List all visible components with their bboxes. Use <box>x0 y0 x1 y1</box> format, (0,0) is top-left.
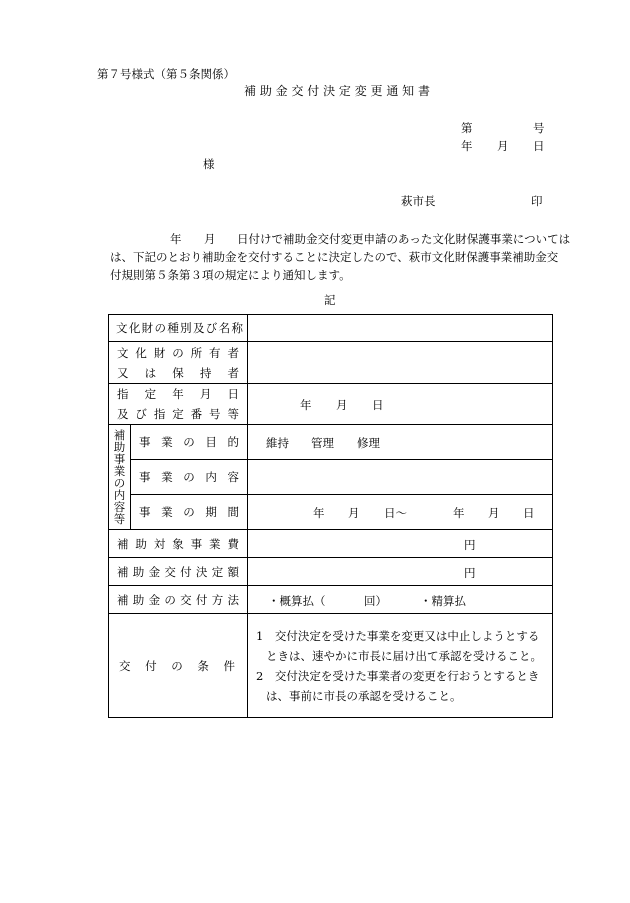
condition-2-line-1: 2 交付決定を受けた事業者の変更を行おうとするとき <box>256 668 540 683</box>
value-eligible-cost[interactable] <box>248 530 553 558</box>
body-line3: 付規則第５条第３項の規定により通知します。 <box>110 268 351 282</box>
value-purpose[interactable] <box>248 425 553 460</box>
period-start-day: 日～ <box>384 506 407 520</box>
period-start-year: 年 <box>313 506 325 520</box>
sender-name: 萩市長 <box>401 194 436 208</box>
label-owner: 文 化 財 の 所 有 者 又 は 保 持 者 <box>109 342 248 384</box>
row-payment-method <box>109 586 553 614</box>
body-month: 月 <box>204 232 216 246</box>
row-period <box>109 495 553 530</box>
body-line1-rest: 日付けで補助金交付変更申請のあった文化財保護事業については <box>237 232 571 246</box>
row-eligible-cost <box>109 530 553 558</box>
label-payment-method: 補 助 金 の 交 付 方 法 <box>109 586 248 614</box>
purpose-option-repair[interactable]: 修理 <box>357 436 380 450</box>
condition-1-line-2: ときは、速やかに市長に届け出て承認を受けること。 <box>266 648 542 663</box>
eligible-cost-unit: 円 <box>464 538 476 552</box>
row-contents <box>109 460 553 495</box>
period-start-month: 月 <box>348 506 360 520</box>
purpose-option-maintain[interactable]: 維持 <box>266 436 289 450</box>
value-payment-method[interactable] <box>248 586 553 614</box>
designation-day: 日 <box>372 398 384 412</box>
label-period: 事 業 の 期 間 <box>131 495 248 530</box>
document-title: 補 助 金 交 付 決 定 変 更 通 知 書 <box>244 84 430 98</box>
row-purpose <box>109 425 553 460</box>
row-cultural-property <box>109 315 553 342</box>
value-cultural-property[interactable] <box>248 315 553 342</box>
condition-2-line-2: は、事前に市長の承認を受けること。 <box>266 688 462 703</box>
payment-option-settlement[interactable]: ・精算払 <box>420 594 466 608</box>
ki-mark: 記 <box>324 293 336 307</box>
period-end-month: 月 <box>488 506 500 520</box>
designation-month: 月 <box>336 398 348 412</box>
value-period[interactable] <box>248 495 553 530</box>
label-cultural-property: 文 化 財 の 種 別 及 び 名 称 <box>109 315 248 342</box>
addressee-honorific: 様 <box>203 157 215 171</box>
designation-year: 年 <box>300 398 312 412</box>
row-conditions <box>109 614 553 718</box>
body-line2: は、下記のとおり補助金を交付することに決定したので、萩市文化財保護事業補助金交 <box>110 250 559 264</box>
condition-1-line-1: 1 交付決定を受けた事業を変更又は中止しようとする <box>256 628 540 643</box>
period-end-year: 年 <box>453 506 465 520</box>
label-project-contents-group: 補 助 事 業 の 内 容 等 <box>109 425 131 530</box>
label-purpose: 事 業 の 目 的 <box>131 425 248 460</box>
purpose-option-manage[interactable]: 管理 <box>311 436 334 450</box>
label-decision-amount: 補 助 金 交 付 決 定 額 <box>109 558 248 586</box>
value-owner[interactable] <box>248 342 553 384</box>
body-year: 年 <box>170 232 182 246</box>
notice-table <box>108 314 553 718</box>
doc-date-year: 年 <box>461 139 473 153</box>
form-number: 第７号様式（第５条関係） <box>97 67 235 81</box>
value-decision-amount[interactable] <box>248 558 553 586</box>
label-conditions: 交 付 の 条 件 <box>109 614 248 718</box>
value-designation[interactable] <box>248 384 553 425</box>
doc-date-month: 月 <box>497 139 509 153</box>
doc-number-suffix: 号 <box>533 121 545 135</box>
doc-date-day: 日 <box>533 139 545 153</box>
decision-amount-unit: 円 <box>464 566 476 580</box>
value-conditions <box>248 614 553 718</box>
row-owner <box>109 342 553 384</box>
row-decision-amount <box>109 558 553 586</box>
payment-option-advance-times: 回） <box>364 594 387 608</box>
row-designation <box>109 384 553 425</box>
label-eligible-cost: 補 助 対 象 事 業 費 <box>109 530 248 558</box>
label-designation: 指 定 年 月 日 及 び 指 定 番 号 等 <box>109 384 248 425</box>
period-end-day: 日 <box>523 506 535 520</box>
sender-seal: 印 <box>531 194 543 208</box>
payment-option-advance[interactable]: ・概算払（ <box>268 594 326 608</box>
doc-number-prefix: 第 <box>461 121 473 135</box>
value-contents[interactable] <box>248 460 553 495</box>
label-contents: 事 業 の 内 容 <box>131 460 248 495</box>
